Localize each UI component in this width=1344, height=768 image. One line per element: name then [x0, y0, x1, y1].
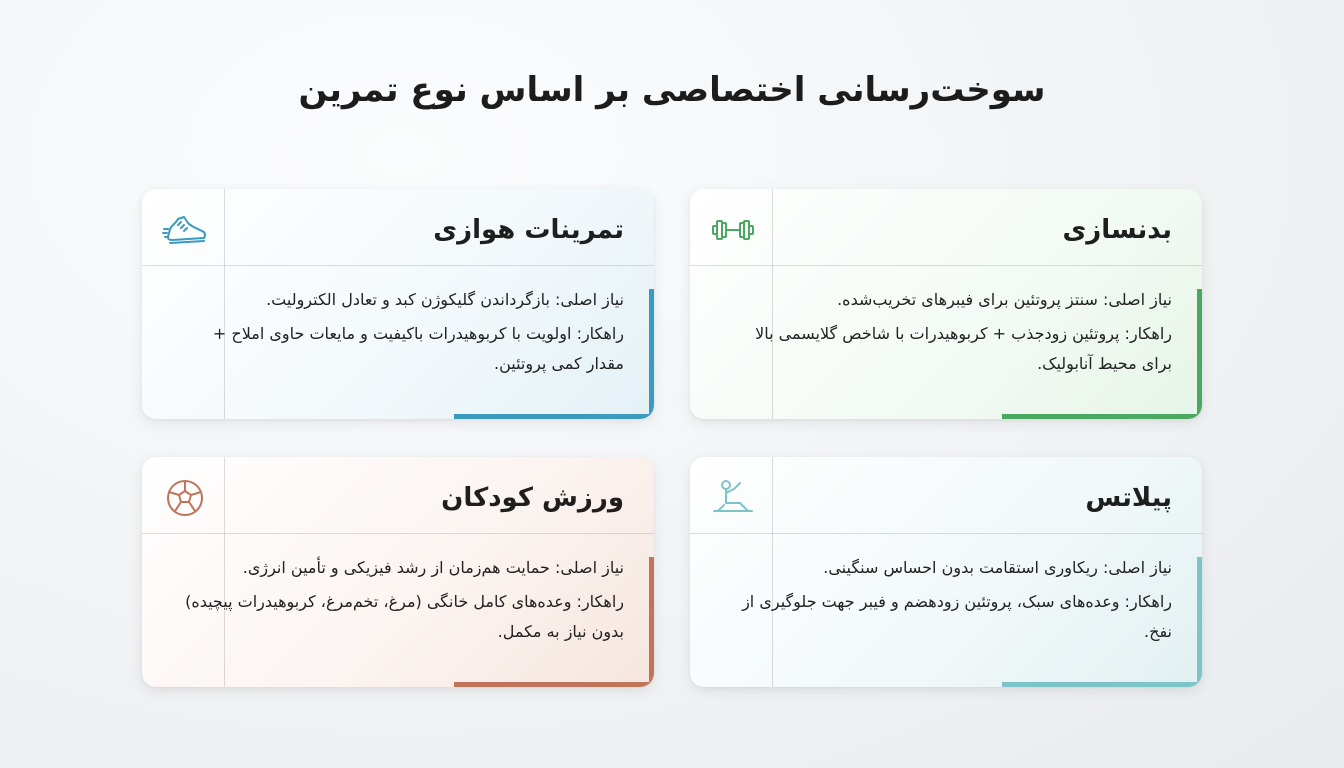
card-body — [184, 553, 624, 651]
card-accent-bar — [454, 682, 654, 687]
card-divider-horizontal — [690, 265, 1202, 266]
pilates-pose-icon — [710, 475, 756, 521]
card-divider-horizontal — [142, 533, 654, 534]
card-solution-text: راهکار: وعده‌های سبک، پروتئین زودهضم و فیبر جهت جلوگیری از نفخ. — [742, 592, 1172, 641]
card-accent-bar — [1002, 414, 1202, 419]
card-kids — [142, 457, 654, 687]
soccer-ball-icon — [162, 475, 208, 521]
running-shoe-icon — [162, 207, 208, 253]
card-title: ورزش کودکان — [441, 483, 624, 513]
card-body — [732, 285, 1172, 383]
card-body — [184, 285, 624, 383]
card-divider-horizontal — [142, 265, 654, 266]
card-need-text: نیاز اصلی: سنتز پروتئین برای فیبرهای تخریب‌شده. — [837, 290, 1172, 309]
card-accent-bar — [454, 414, 654, 419]
dumbbell-icon — [710, 207, 756, 253]
card-need-text: نیاز اصلی: ریکاوری استقامت بدون احساس سنگینی. — [823, 558, 1172, 577]
card-aerobic — [142, 189, 654, 419]
card-accent-bar — [649, 557, 654, 687]
card-title: پیلاتس — [1085, 483, 1172, 513]
card-need-text: نیاز اصلی: بازگرداندن گلیکوژن کبد و تعادل الکترولیت. — [266, 290, 624, 309]
card-accent-bar — [1002, 682, 1202, 687]
card-accent-bar — [1197, 557, 1202, 687]
card-title: تمرینات هوازی — [433, 215, 624, 245]
page-title: سوخت‌رسانی اختصاصی بر اساس نوع تمرین — [298, 70, 1046, 110]
card-body — [732, 553, 1172, 651]
card-accent-bar — [1197, 289, 1202, 419]
card-solution-text: راهکار: وعده‌های کامل خانگی (مرغ، تخم‌مرغ، کربوهیدرات پیچیده) بدون نیاز به مکمل. — [185, 592, 624, 641]
card-accent-bar — [649, 289, 654, 419]
card-bodybuilding — [690, 189, 1202, 419]
card-solution-text: راهکار: پروتئین زودجذب + کربوهیدرات با شاخص گلایسمی بالا برای محیط آنابولیک. — [755, 324, 1172, 373]
card-title: بدنسازی — [1062, 215, 1172, 245]
card-divider-horizontal — [690, 533, 1202, 534]
card-need-text: نیاز اصلی: حمایت هم‌زمان از رشد فیزیکی و تأمین انرژی. — [242, 558, 624, 577]
card-pilates — [690, 457, 1202, 687]
card-solution-text: راهکار: اولویت با کربوهیدرات باکیفیت و مایعات حاوی املاح + مقدار کمی پروتئین. — [212, 324, 624, 373]
